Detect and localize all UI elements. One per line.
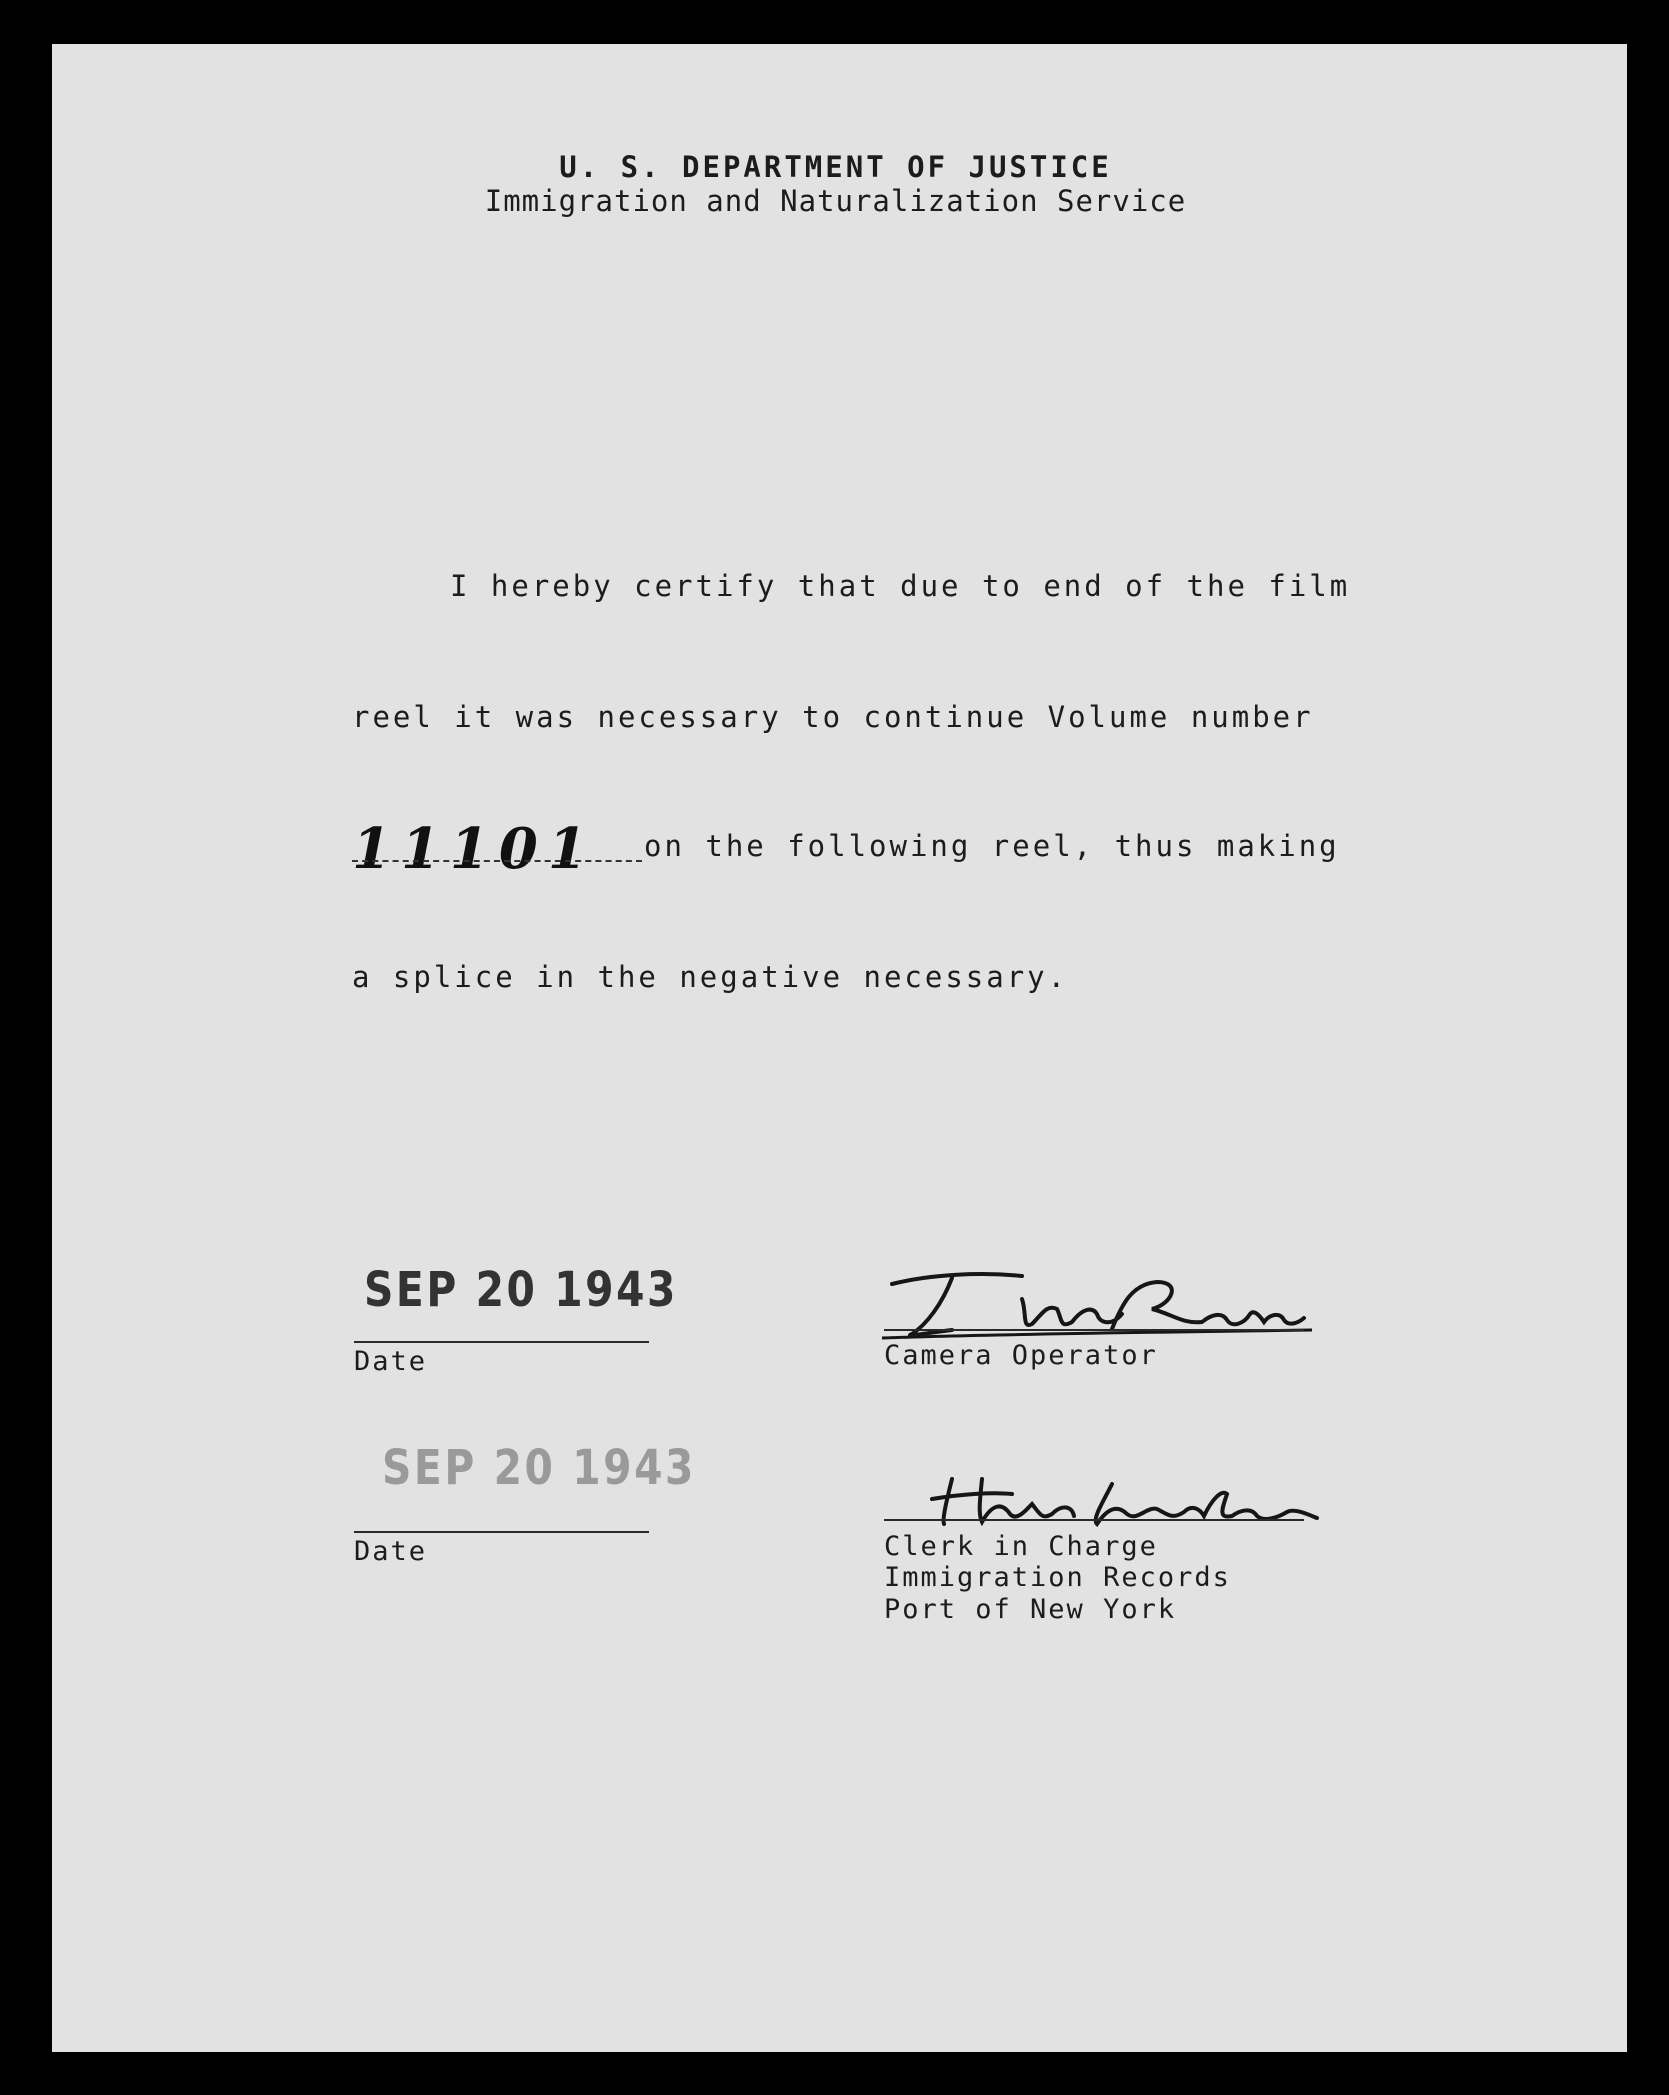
- clerk-signature: [922, 1464, 1322, 1534]
- certification-line-2: reel it was necessary to continue Volume number: [352, 700, 1314, 734]
- date-line-1: [354, 1341, 649, 1343]
- certificate-page: [52, 44, 1627, 2052]
- volume-number-handwritten: 11101: [352, 816, 597, 882]
- date-stamp-1: SEP 20 1943: [364, 1262, 678, 1318]
- agency-title: U. S. DEPARTMENT OF JUSTICE: [559, 150, 1112, 184]
- certification-line-4: a splice in the negative necessary.: [352, 960, 1069, 994]
- certification-line-3: on the following reel, thus making: [644, 829, 1340, 863]
- volume-number-underline: [352, 860, 642, 862]
- camera-operator-line: [884, 1329, 1304, 1331]
- service-subtitle: Immigration and Naturalization Service: [484, 184, 1187, 218]
- date-stamp-2: SEP 20 1943: [382, 1440, 696, 1496]
- camera-operator-label: Camera Operator: [884, 1340, 1158, 1371]
- clerk-line: [884, 1519, 1304, 1521]
- date-line-2: [354, 1531, 649, 1533]
- clerk-location-label: Port of New York: [884, 1594, 1177, 1625]
- date-label-1: Date: [354, 1346, 428, 1377]
- clerk-department-label: Immigration Records: [884, 1562, 1231, 1593]
- clerk-title-label: Clerk in Charge: [884, 1531, 1158, 1562]
- date-label-2: Date: [354, 1536, 428, 1567]
- certification-line-1: I hereby certify that due to end of the film: [450, 569, 1351, 603]
